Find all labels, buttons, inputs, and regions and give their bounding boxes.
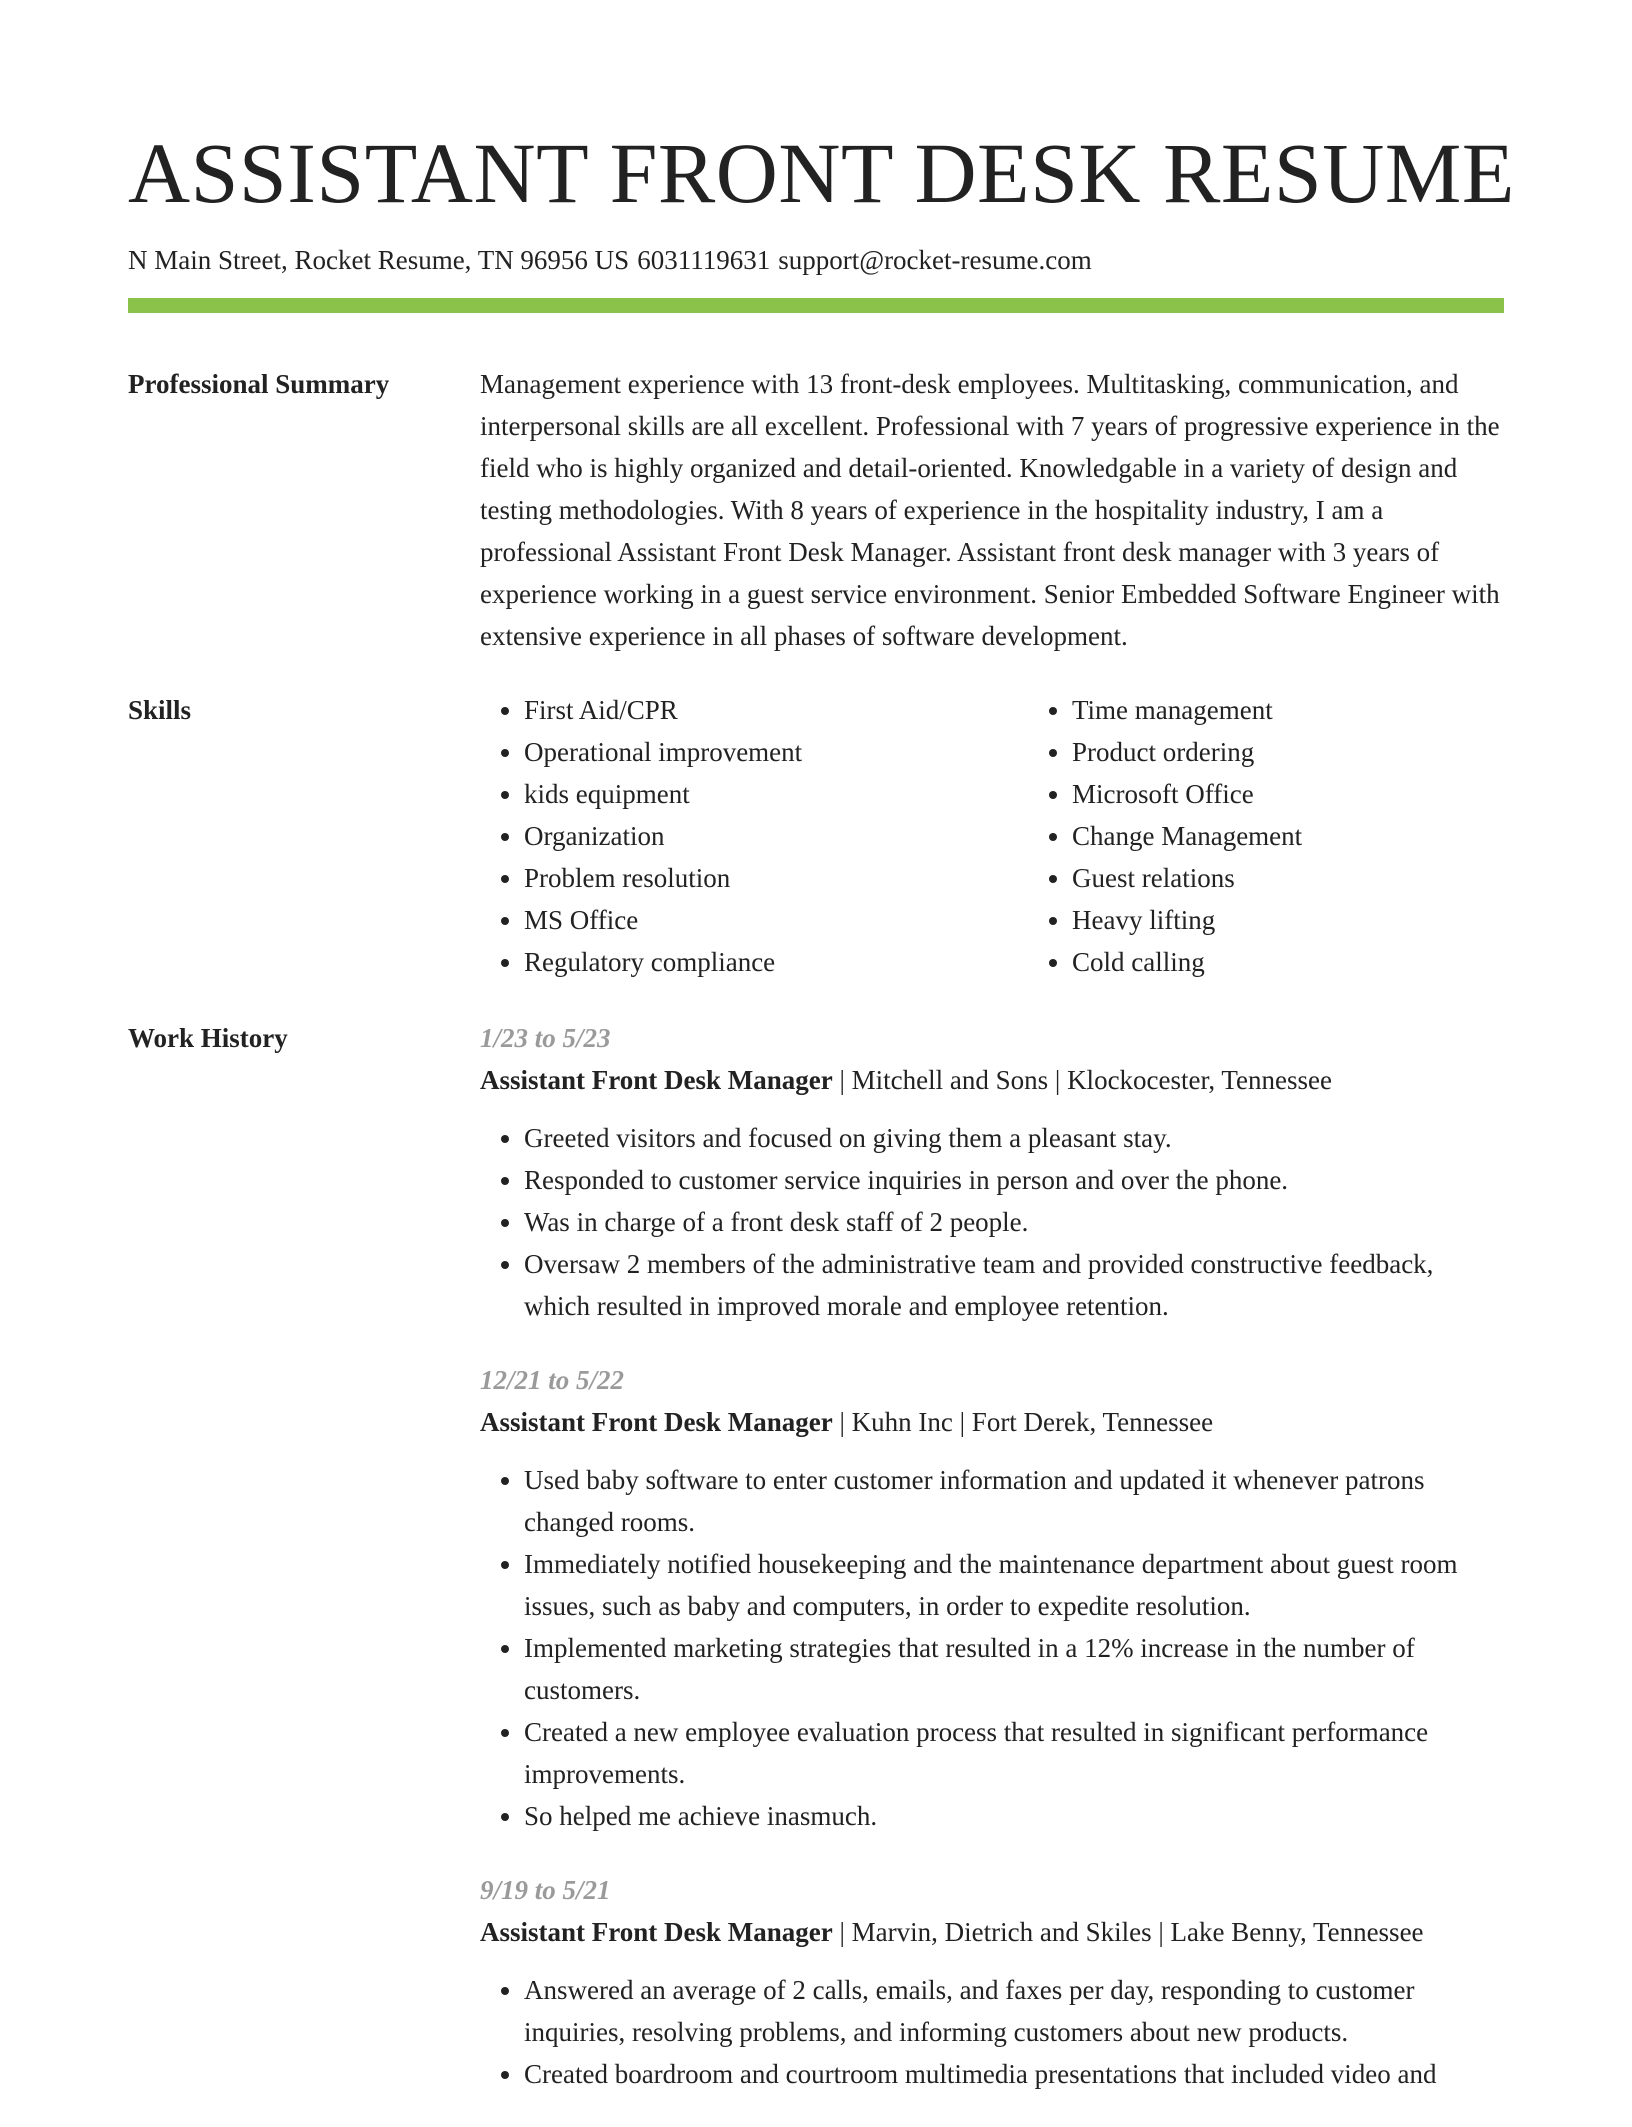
job-entry xyxy=(480,1359,1504,1837)
skills-section xyxy=(128,689,1504,983)
job-bullets xyxy=(480,1459,1504,1837)
job-location: Klockocester, Tennessee xyxy=(1067,1065,1332,1095)
job-bullet: • Immediately notified housekeeping and the maintenance department about guest room issues, such as baby and computers, in order to expedite resolution. xyxy=(524,1543,1504,1627)
job-separator: | xyxy=(1048,1065,1068,1095)
skill-item: • Time management xyxy=(1072,689,1576,731)
job-bullets xyxy=(480,1969,1504,2095)
job-entry xyxy=(480,1017,1504,1327)
skill-item: • Regulatory compliance xyxy=(524,941,1028,983)
job-bullet: • Responded to customer service inquiries in person and over the phone. xyxy=(524,1159,1504,1201)
skill-item: • First Aid/CPR xyxy=(524,689,1028,731)
job-dates: 12/21 to 5/22 xyxy=(480,1365,625,1395)
skill-item: • Heavy lifting xyxy=(1072,899,1576,941)
job-bullet: • Answered an average of 2 calls, emails, and faxes per day, responding to customer inquiries, resolving problems, and informing customers about new products. xyxy=(524,1969,1504,2053)
job-location: Fort Derek, Tennessee xyxy=(971,1407,1214,1437)
summary-label: Professional Summary xyxy=(128,369,390,399)
job-bullet: • Used baby software to enter customer information and updated it whenever patrons changed rooms. xyxy=(524,1459,1504,1543)
skill-item: • Operational improvement xyxy=(524,731,1028,773)
job-entry xyxy=(480,1869,1504,2095)
job-separator: | xyxy=(952,1407,972,1437)
job-separator: | xyxy=(832,1065,852,1095)
skill-item: • Change Management xyxy=(1072,815,1576,857)
work-history-label: Work History xyxy=(128,1023,288,1053)
skill-item: • Guest relations xyxy=(1072,857,1576,899)
job-bullet: • Created a new employee evaluation process that resulted in significant performance improvements. xyxy=(524,1711,1504,1795)
work-history-section xyxy=(128,1017,1504,2127)
job-separator: | xyxy=(1151,1917,1171,1947)
job-location: Lake Benny, Tennessee xyxy=(1170,1917,1424,1947)
job-dates: 9/19 to 5/21 xyxy=(480,1875,611,1905)
job-bullets xyxy=(480,1117,1504,1327)
work-history-entries xyxy=(480,1017,1504,2127)
skill-item: • Problem resolution xyxy=(524,857,1028,899)
job-company: Mitchell and Sons xyxy=(851,1065,1049,1095)
skills-list-right xyxy=(1028,689,1576,983)
skill-item: • MS Office xyxy=(524,899,1028,941)
summary-text: Management experience with 13 front-desk employees. Multitasking, communication, and interpersonal skills are all excellent. Professional with 7 years of progressive experience in the field who is highly organized and detail-oriented. Knowledgable in a variety of design and testing methodologies. With 8 years of experience in the hospitality industry, I am a professional Assistant Front Desk Manager. Assistant front desk manager with 3 years of experience working in a guest service environment. Senior Embedded Software Engineer with extensive experience in all phases of software development. xyxy=(480,369,1500,651)
skill-item: • Cold calling xyxy=(1072,941,1576,983)
header-divider xyxy=(128,298,1504,313)
job-company: Marvin, Dietrich and Skiles xyxy=(851,1917,1152,1947)
job-bullet: • Implemented marketing strategies that resulted in a 12% increase in the number of customers. xyxy=(524,1627,1504,1711)
job-title: Assistant Front Desk Manager xyxy=(480,1407,833,1437)
resume-title: ASSISTANT FRONT DESK RESUME xyxy=(128,125,1515,221)
contact-email: support@rocket-resume.com xyxy=(778,245,1092,275)
job-title: Assistant Front Desk Manager xyxy=(480,1065,833,1095)
skills-columns xyxy=(480,689,1576,983)
contact-line xyxy=(128,242,1504,278)
skills-label: Skills xyxy=(128,695,192,725)
job-heading xyxy=(480,1059,1504,1101)
skill-item: • Microsoft Office xyxy=(1072,773,1576,815)
job-heading xyxy=(480,1911,1504,1953)
job-bullet: • Greeted visitors and focused on giving them a pleasant stay. xyxy=(524,1117,1504,1159)
skill-item: • Organization xyxy=(524,815,1028,857)
skill-item: • kids equipment xyxy=(524,773,1028,815)
skill-item: • Product ordering xyxy=(1072,731,1576,773)
job-bullet: • Created boardroom and courtroom multimedia presentations that included video and xyxy=(524,2053,1504,2095)
summary-section xyxy=(128,363,1504,657)
contact-phone: 6031119631 xyxy=(637,245,771,275)
job-separator: | xyxy=(832,1407,852,1437)
job-bullet: • So helped me achieve inasmuch. xyxy=(524,1795,1504,1837)
skills-list-left xyxy=(480,689,1028,983)
job-bullet: • Was in charge of a front desk staff of 2 people. xyxy=(524,1201,1504,1243)
job-dates: 1/23 to 5/23 xyxy=(480,1023,611,1053)
job-separator: | xyxy=(832,1917,852,1947)
contact-address: N Main Street, Rocket Resume, TN 96956 US xyxy=(128,245,630,275)
job-company: Kuhn Inc xyxy=(851,1407,953,1437)
job-heading xyxy=(480,1401,1504,1443)
job-bullet: • Oversaw 2 members of the administrative team and provided constructive feedback, which resulted in improved morale and employee retention. xyxy=(524,1243,1504,1327)
job-title: Assistant Front Desk Manager xyxy=(480,1917,833,1947)
resume-page xyxy=(128,0,1515,2127)
